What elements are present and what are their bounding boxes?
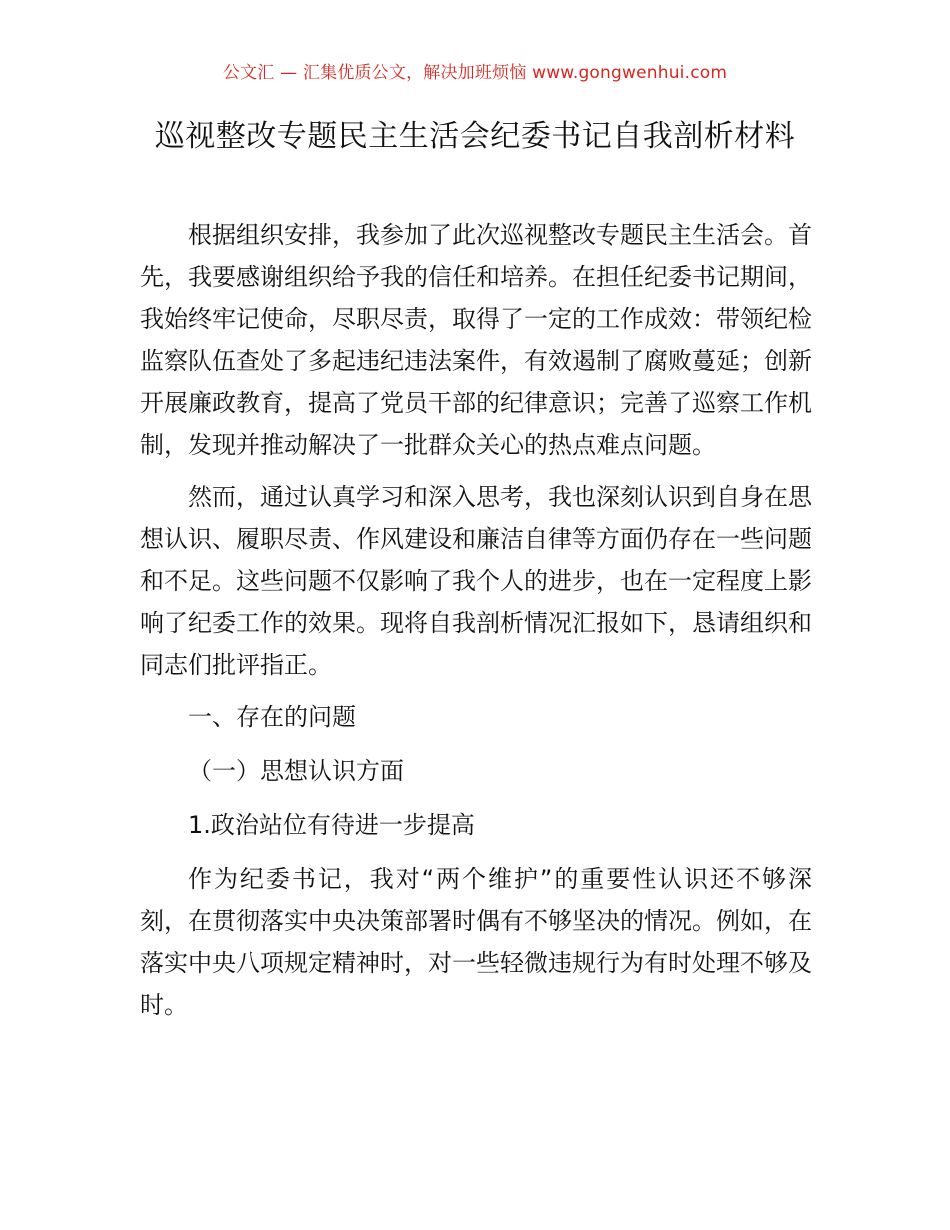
item-paragraph: 作为纪委书记，我对“两个维护”的重要性认识还不够深刻，在贯彻落实中央决策部署时偶有不够坚决的情况。例如，在落实中央八项规定精神时，对一些轻微违规行为有时处理不够及时。 bbox=[140, 865, 812, 1019]
item-heading: 1.政治站位有待进一步提高 bbox=[188, 811, 475, 839]
section-heading: 一、存在的问题 bbox=[188, 703, 356, 731]
site-header-banner: 公文汇 — 汇集优质公文，解决加班烦恼 www.gongwenhui.com bbox=[222, 63, 728, 83]
intro-paragraph: 根据组织安排，我参加了此次巡视整改专题民主生活会。首先，我要感谢组织给予我的信任和培养。在担任纪委书记期间，我始终牢记使命，尽职尽责，取得了一定的工作成效：带领纪检监察队伍查处了多起违纪违法案件，有效遏制了腐败蔓延；创新开展廉政教育，提高了党员干部的纪律意识；完善了巡察工作机制，发现并推动解决了一批群众关心的热点难点问题。 bbox=[140, 221, 812, 459]
overview-paragraph: 然而，通过认真学习和深入思考，我也深刻认识到自身在思想认识、履职尽责、作风建设和廉洁自律等方面仍存在一些问题和不足。这些问题不仅影响了我个人的进步，也在一定程度上影响了纪委工作的效果。现将自我剖析情况汇报如下，恳请组织和同志们批评指正。 bbox=[140, 483, 812, 679]
subsection-heading: （一）思想认识方面 bbox=[188, 757, 404, 785]
document-title: 巡视整改专题民主生活会纪委书记自我剖析材料 bbox=[154, 119, 796, 154]
document-body bbox=[140, 214, 812, 1036]
